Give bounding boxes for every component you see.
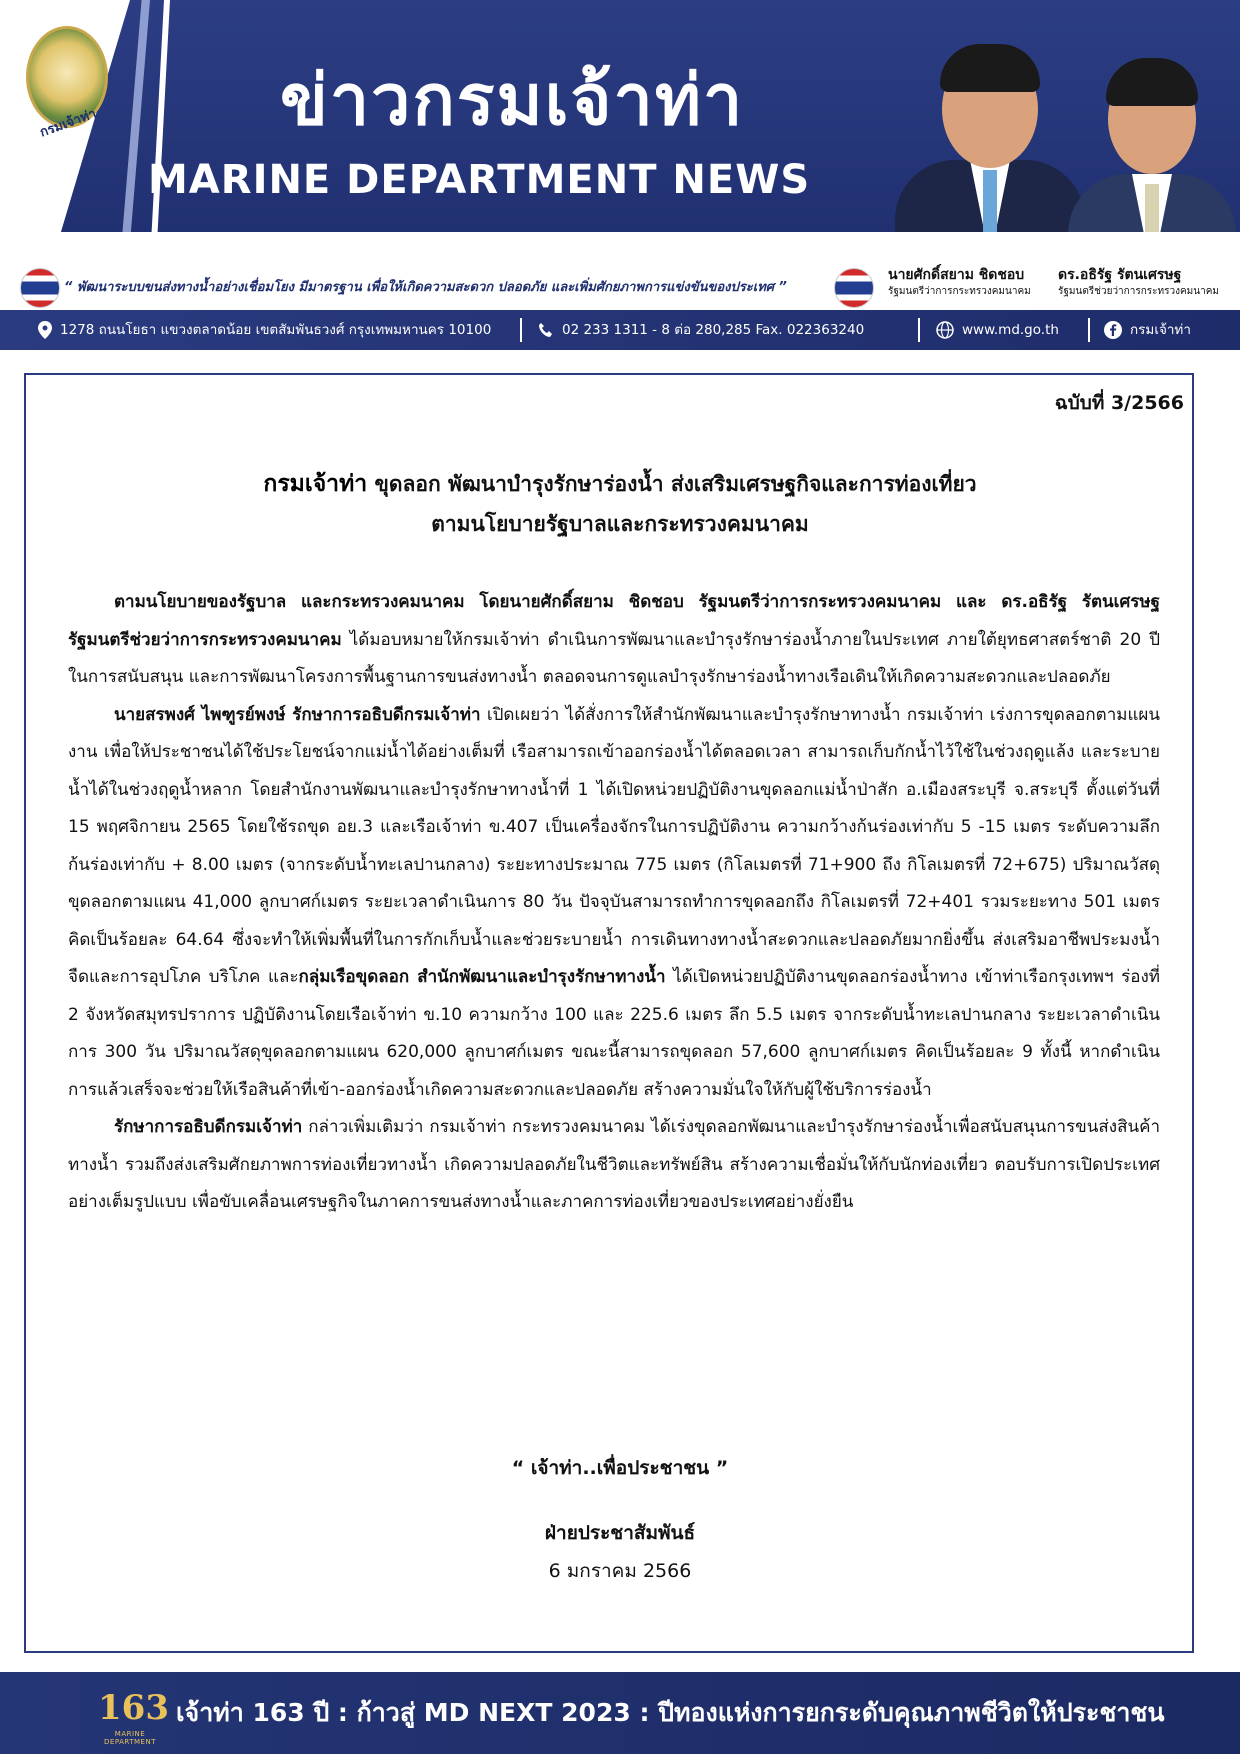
official-position: รัฐมนตรีว่าการกระทรวงคมนาคม [888,286,1031,297]
contact-address [38,310,491,350]
contact-facebook[interactable] [1104,310,1191,350]
thai-flag-icon [20,268,60,308]
contact-bar [0,310,1240,350]
paragraph-3 [68,1109,1160,1222]
location-pin-icon [38,321,52,339]
headline [60,464,1180,544]
divider [1088,318,1090,342]
page-title-english: MARINE DEPARTMENT NEWS [148,157,811,203]
headline-rest: ขุดลอก พัฒนาบำรุงรักษาร่องน้ำ ส่งเสริมเศรษฐกิจและการท่องเที่ยว [367,472,977,496]
paragraph-2 [68,697,1160,1110]
headline-line-1 [60,464,1180,504]
phone-text: 02 233 1311 - 8 ต่อ 280,285 Fax. 022363240 [562,322,865,338]
divider [918,318,920,342]
headline-line-2: ตามนโยบายรัฐบาลและกระทรวงคมนาคม [431,512,809,536]
header-banner [0,0,1240,262]
minister-portrait [895,30,1085,258]
paragraph-bold: กลุ่มเรือขุดลอก สำนักพัฒนาและบำรุงรักษาทางน้ำ [298,967,666,987]
issue-number: ฉบับที่ 3/2566 [1054,392,1184,414]
contact-phone [538,310,864,350]
divider [520,318,522,342]
paragraph-bold: ตามนโยบายของรัฐบาล และกระทรวงคมนาคม โดยนายศักดิ์สยาม ชิดชอบ รัฐมนตรีว่าการกระทรวงคมนาคม และ ดร.อธิรัฐ รัตนเศรษฐ รัฐมนตรีช่วยว่าการกระทรวงคมนาคม [68,592,1160,650]
globe-icon [936,321,954,339]
official-position: รัฐมนตรีช่วยว่าการกระทรวงคมนาคม [1058,286,1219,297]
facebook-link[interactable]: กรมเจ้าท่า [1130,322,1191,338]
address-text: 1278 ถนนโยธา แขวงตลาดน้อย เขตสัมพันธวงศ์ กรุงเทพมหานคร 10100 [60,322,492,338]
slogan-quote: “ เจ้าท่า..เพื่อประชาชน ” [511,1457,729,1479]
paragraph-text: กล่าวเพิ่มเติมว่า กรมเจ้าท่า กระทรวงคมนาคม ได้เร่งขุดลอกพัฒนาและบำรุงรักษาร่องน้ำเพื่อสนับสนุนการขนส่งสินค้าทางน้ำ รวมถึงส่งเสริมศักยภาพการท่องเที่ยวทางน้ำ เกิดความปลอดภัยในชีวิตและทรัพย์สิน สร้างความเชื่อมั่นให้กับนักท่องเที่ยว ตอบรับการเปิดประเทศอย่างเต็มรูปแบบ เพื่อขับเคลื่อนเศรษฐกิจในภาคการขนส่งทางน้ำและภาคการท่องเที่ยวของประเทศอย่างยั่งยืน [68,1117,1160,1212]
footer-slogan: เจ้าท่า 163 ปี : ก้าวสู่ MD NEXT 2023 : ปีทองแห่งการยกระดับคุณภาพชีวิตให้ประชาชน [176,1698,1165,1727]
article-body [68,584,1160,1222]
official-minister [888,265,1031,305]
page-title-thai: ข่าวกรมเจ้าท่า [280,59,745,141]
release-date: 6 มกราคม 2566 [548,1560,692,1582]
facebook-icon [1104,321,1122,339]
contact-website[interactable] [936,310,1059,350]
paragraph-bold: รักษาการอธิบดีกรมเจ้าท่า [114,1117,303,1137]
footer-banner [0,1672,1240,1754]
anniversary-logo: 163 [98,1688,169,1728]
official-name: นายศักดิ์สยาม ชิดชอบ [888,267,1025,283]
signoff [0,1514,1240,1590]
department-name: ฝ่ายประชาสัมพันธ์ [544,1522,696,1544]
paragraph-text: เปิดเผยว่า ได้สั่งการให้สำนักพัฒนาและบำรุงรักษาทางน้ำ กรมเจ้าท่า เร่งการขุดลอกตามแผนงาน เพื่อให้ประชาชนได้ใช้ประโยชน์จากแม่น้ำได้อย่างเต็มที่ เรือสามารถเข้าออกร่องน้ำได้ตลอดเวลา สามารถเก็บกักน้ำไว้ใช้ในช่วงฤดูแล้ง และระบายน้ำได้ในช่วงฤดูน้ำหลาก โดยสำนักงานพัฒนาและบำรุงรักษาทางน้ำที่ 1 ได้เปิดหน่วยปฏิบัติงานขุดลอกแม่น้ำป่าสัก อ.เมืองสระบุรี จ.สระบุรี ตั้งแต่วันที่ 15 พฤศจิกายน 2565 โดยใช้รถขุด อย.3 และเรือเจ้าท่า ข.407 เป็นเครื่องจักรในการปฏิบัติงาน ความกว้างก้นร่องเท่ากับ 5 -15 เมตร ระดับความลึกก้นร่องเท่ากับ + 8.00 เมตร (จากระดับน้ำทะเลปานกลาง) ระยะทางประมาณ 775 เมตร (กิโลเมตรที่ 71+900 ถึง กิโลเมตรที่ 72+675) ปริมาณวัสดุขุดลอกตามแผน 41,000 ลูกบาศก์เมตร ระยะเวลาดำเนินการ 80 วัน ปัจจุบันสามารถทำการขุดลอกถึง กิโลเมตรที่ 72+401 รวมระยะทาง 501 เมตร คิดเป็นร้อยละ 64.64 ซึ่งจะทำให้เพิ่มพื้นที่ในการกักเก็บน้ำและช่วยระบายน้ำ การเดินทางทางน้ำสะดวกและปลอดภัยมากยิ่งขึ้น ส่งเสริมอาชีพประมงน้ำจืดและการอุปโภค บริโภค และ [68,704,1161,987]
paragraph-bold: นายสรพงศ์ ไพฑูรย์พงษ์ รักษาการอธิบดีกรมเจ้าท่า [114,704,481,725]
motto-text: “ พัฒนาระบบขนส่งทางน้ำอย่างเชื่อมโยง มีมาตรฐาน เพื่อให้เกิดความสะดวก ปลอดภัย และเพิ่มศักยภาพการแข่งขันของประเทศ ” [64,280,787,295]
phone-icon [538,322,554,338]
headline-lead: กรมเจ้าท่า [263,471,368,497]
official-deputy-minister [1058,265,1219,305]
website-link[interactable]: www.md.go.th [962,322,1059,338]
deputy-minister-portrait [1068,44,1236,262]
paragraph-text: ได้เปิดหน่วยปฏิบัติงานขุดลอกร่องน้ำทาง เข้าท่าเรือกรุงเทพฯ ร่องที่ 2 จังหวัดสมุทรปราการ ปฏิบัติงานโดยเรือเจ้าท่า ข.10 ความกว้าง 100 และ 225.6 เมตร ลึก 5.5 เมตร จากระดับน้ำทะเลปานกลาง ระยะเวลาดำเนินการ 300 วัน ปริมาณวัสดุขุดลอกตามแผน 620,000 ลูกบาศก์เมตร ขณะนี้สามารถขุดลอก 57,600 ลูกบาศก์เมตร คิดเป็นร้อยละ 9 ทั้งนี้ หากดำเนินการแล้วเสร็จจะช่วยให้เรือสินค้าที่เข้า-ออกร่องน้ำเกิดความสะดวกและปลอดภัย สร้างความมั่นใจให้กับผู้ใช้บริการร่องน้ำ [68,967,1160,1100]
thai-flag-icon [834,268,874,308]
seal-caption: กรมเจ้าท่า [38,106,99,141]
anniversary-logo-caption: MARINE DEPARTMENT [104,1730,156,1746]
paragraph-1 [68,584,1160,697]
paragraph-text: ได้มอบหมายให้กรมเจ้าท่า ดำเนินการพัฒนาและบำรุงรักษาร่องน้ำภายในประเทศ ภายใต้ยุทธศาสตร์ชาติ 20 ปี ในการสนับสนุน และการพัฒนาโครงการพื้นฐานการขนส่งทางน้ำ ตลอดจนการดูแลบำรุงรักษาร่องน้ำทางเรือเดินให้เกิดความสะดวกและปลอดภัย [68,629,1160,687]
official-name: ดร.อธิรัฐ รัตนเศรษฐ [1058,267,1182,283]
